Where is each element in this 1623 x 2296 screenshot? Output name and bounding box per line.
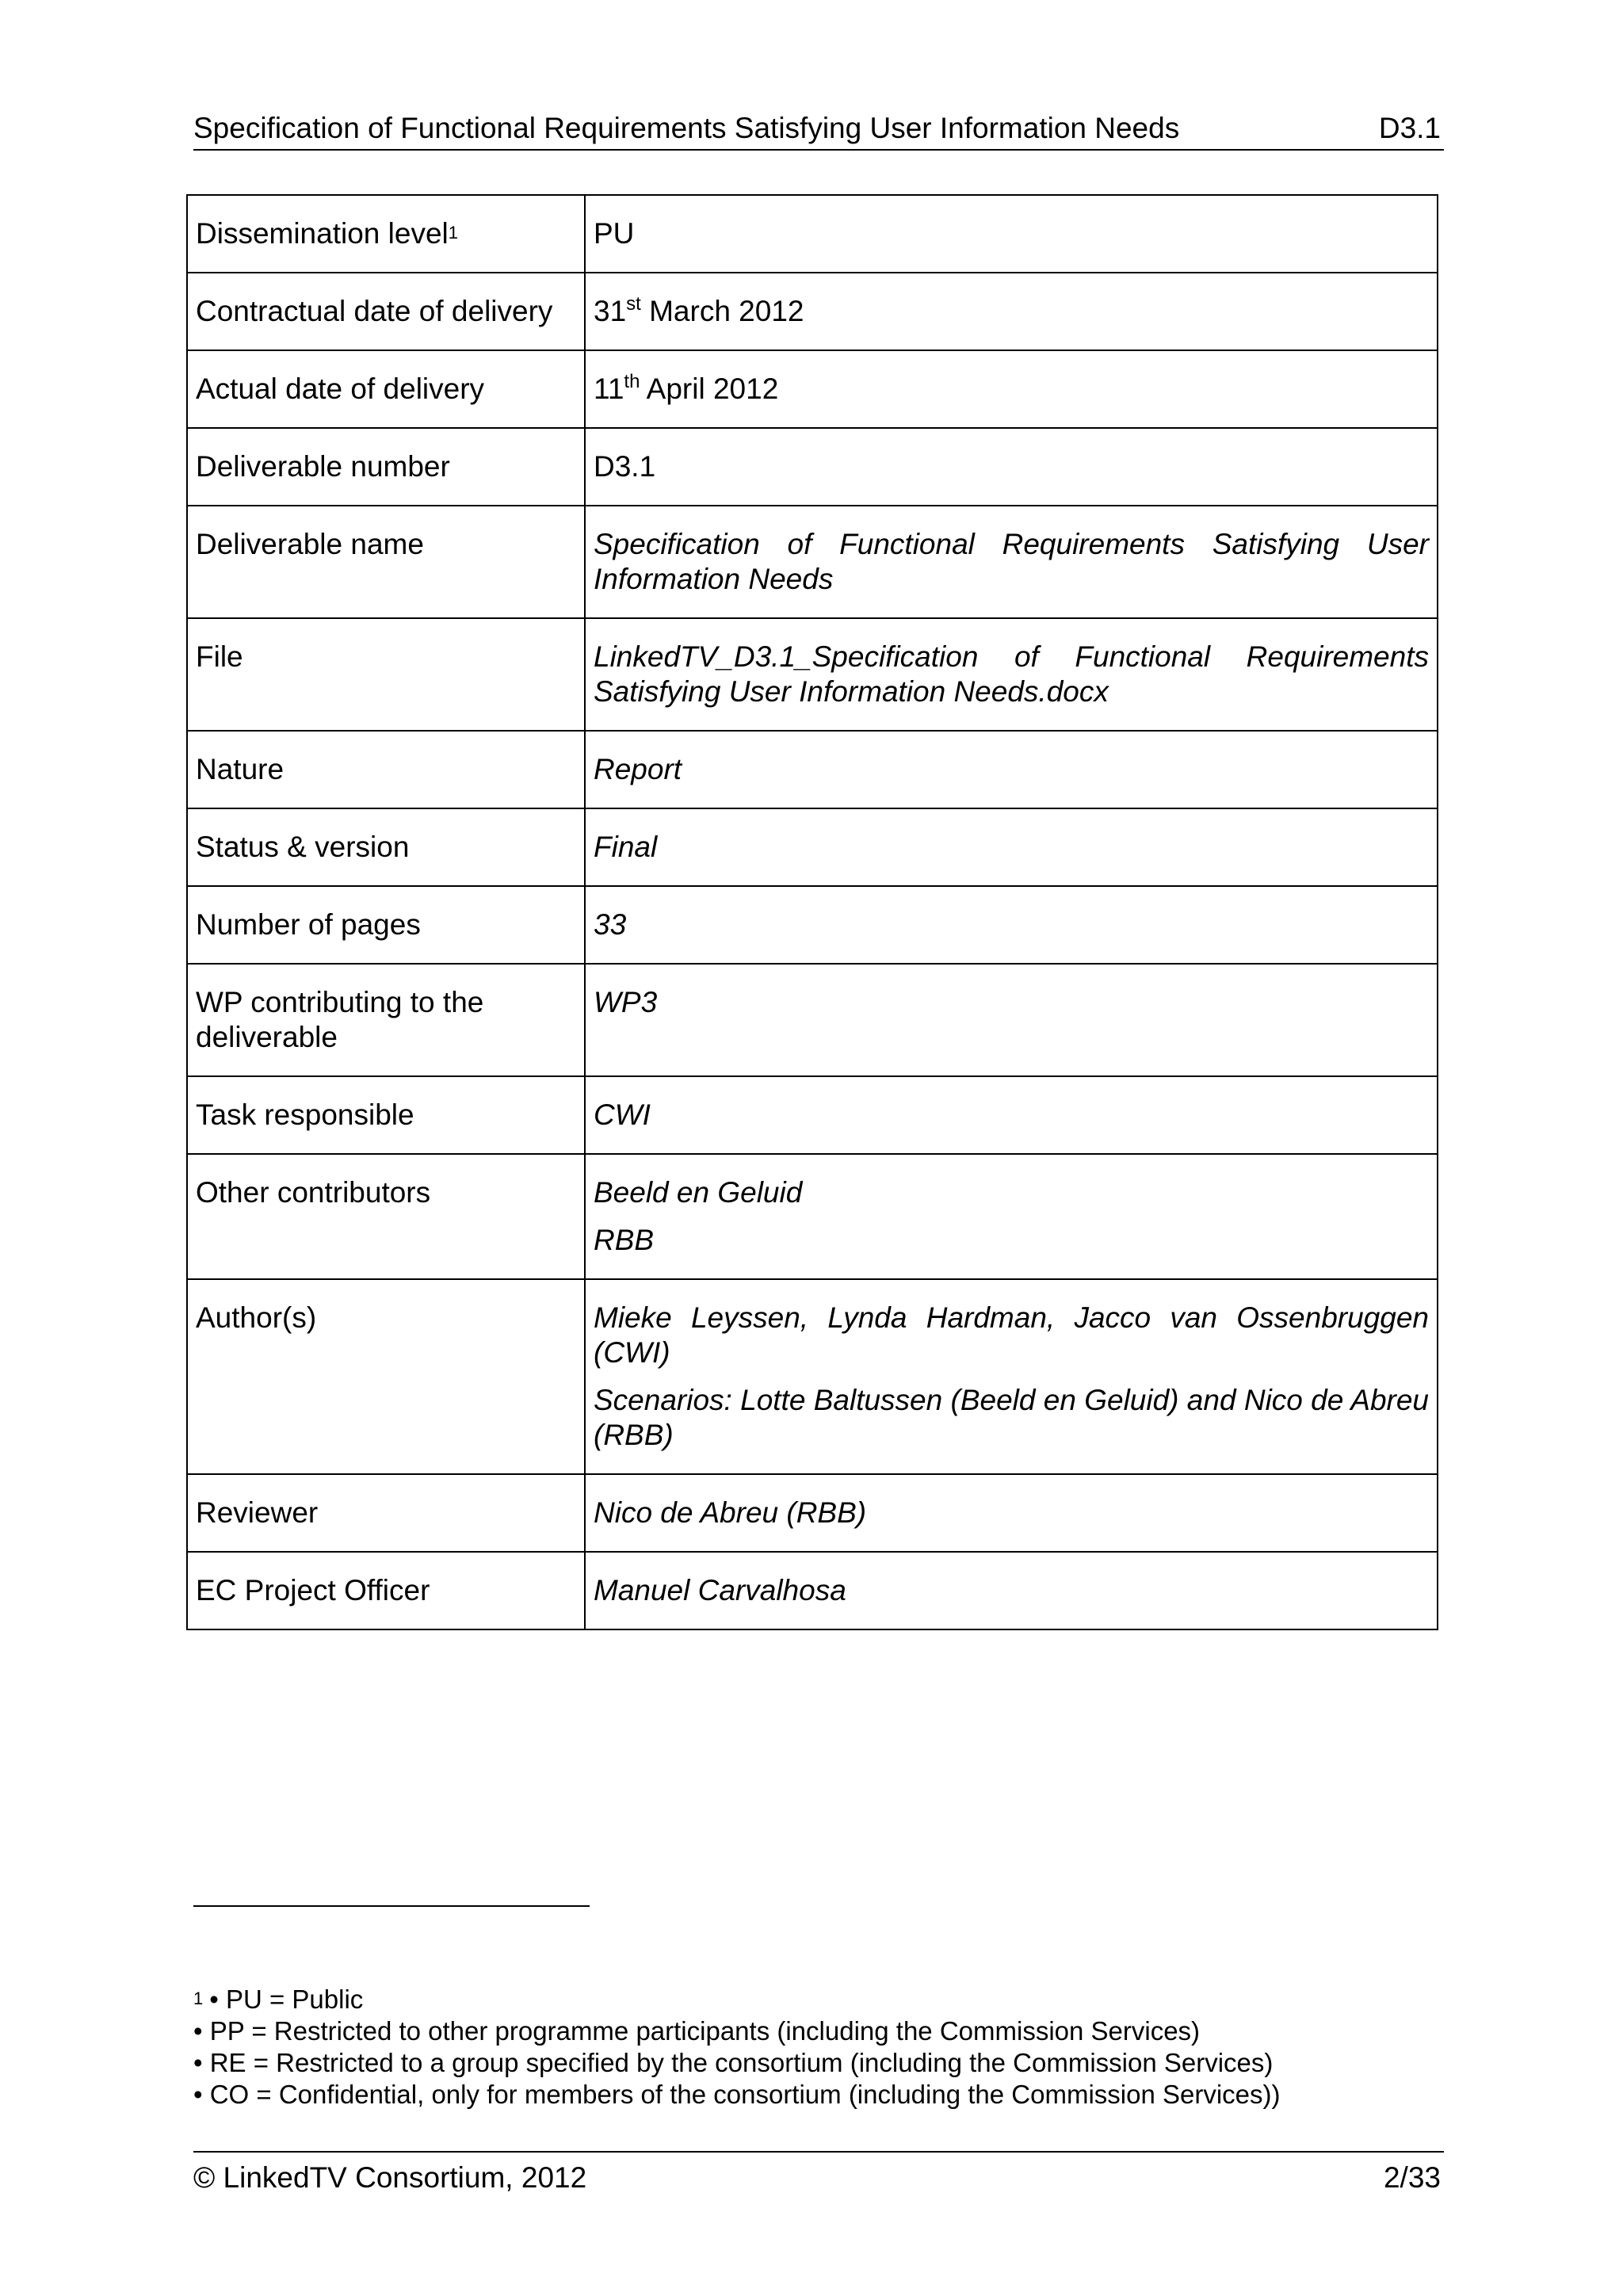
actual-month-year: April 2012 bbox=[640, 372, 779, 405]
task-value: CWI bbox=[585, 1076, 1438, 1154]
authors-main: Mieke Leyssen, Lynda Hardman, Jacco van Ossenbruggen (CWI) bbox=[594, 1301, 1429, 1369]
status-label: Status & version bbox=[187, 808, 585, 886]
deliverable-name-label: Deliverable name bbox=[187, 506, 585, 618]
reviewer-value: Nico de Abreu (RBB) bbox=[585, 1474, 1438, 1552]
actual-day: 11 bbox=[594, 372, 624, 405]
table-row bbox=[187, 1474, 1438, 1552]
table-row bbox=[187, 886, 1438, 964]
wp-value: WP3 bbox=[585, 964, 1438, 1076]
table-row bbox=[187, 273, 1438, 350]
contributor-item: RBB bbox=[594, 1224, 655, 1256]
footnote-line: • PP = Restricted to other programme participants (including the Commission Services) bbox=[193, 2016, 1201, 2046]
table-row bbox=[187, 808, 1438, 886]
footnote-separator bbox=[193, 1905, 590, 1907]
deliverable-info-table bbox=[186, 194, 1438, 1630]
table-row bbox=[187, 350, 1438, 428]
authors-scenarios: Scenarios: Lotte Baltussen (Beeld en Geluid) and Nico de Abreu (RBB) bbox=[594, 1384, 1429, 1451]
table-row bbox=[187, 1076, 1438, 1154]
table-row bbox=[187, 1154, 1438, 1279]
page-header bbox=[193, 111, 1444, 151]
contributors-value bbox=[585, 1154, 1438, 1279]
table-row bbox=[187, 195, 1438, 273]
table-row bbox=[187, 1552, 1438, 1629]
reviewer-label: Reviewer bbox=[187, 1474, 585, 1552]
footnote-number: 1 bbox=[193, 1988, 204, 2008]
table-row bbox=[187, 618, 1438, 731]
footnote-line: • CO = Confidential, only for members of the consortium (including the Commission Services)) bbox=[193, 2080, 1281, 2109]
contractual-date-label: Contractual date of delivery bbox=[187, 273, 585, 350]
file-label: File bbox=[187, 618, 585, 731]
table-row bbox=[187, 428, 1438, 506]
table-row bbox=[187, 731, 1438, 808]
contractual-month-year: March 2012 bbox=[640, 295, 804, 327]
footer-copyright: © LinkedTV Consortium, 2012 bbox=[193, 2161, 587, 2194]
officer-value: Manuel Carvalhosa bbox=[585, 1552, 1438, 1629]
header-deliverable-code: D3.1 bbox=[1378, 112, 1441, 144]
officer-label: EC Project Officer bbox=[187, 1552, 585, 1629]
footnote-reference[interactable]: 1 bbox=[448, 223, 458, 243]
authors-value bbox=[585, 1279, 1438, 1474]
footnote-line: • RE = Restricted to a group specified by the consortium (including the Commission Services) bbox=[193, 2048, 1274, 2077]
actual-date-value bbox=[585, 350, 1438, 428]
wp-label: WP contributing to the deliverable bbox=[187, 964, 585, 1076]
contractual-date-value bbox=[585, 273, 1438, 350]
contributors-label: Other contributors bbox=[187, 1154, 585, 1279]
contractual-day: 31 bbox=[594, 295, 627, 327]
file-value: LinkedTV_D3.1_Specification of Functional Requirements Satisfying User Information Needs.docx bbox=[585, 618, 1438, 731]
table-row bbox=[187, 506, 1438, 618]
footnote-line bbox=[193, 1983, 1461, 2015]
table-row bbox=[187, 964, 1438, 1076]
footer-page-number: 2/33 bbox=[1383, 2161, 1441, 2194]
dissemination-value: PU bbox=[585, 195, 1438, 273]
footnote-text: • PU = Public bbox=[209, 1985, 364, 2014]
deliverable-number-value: D3.1 bbox=[585, 428, 1438, 506]
dissemination-label: Dissemination level bbox=[196, 217, 449, 250]
deliverable-number-label: Deliverable number bbox=[187, 428, 585, 506]
contractual-ordinal: st bbox=[626, 293, 641, 315]
task-label: Task responsible bbox=[187, 1076, 585, 1154]
pages-value: 33 bbox=[585, 886, 1438, 964]
table-row bbox=[187, 1279, 1438, 1474]
actual-ordinal: th bbox=[624, 371, 640, 392]
status-value: Final bbox=[585, 808, 1438, 886]
contributor-item: Beeld en Geluid bbox=[594, 1176, 803, 1209]
nature-value: Report bbox=[585, 731, 1438, 808]
nature-label: Nature bbox=[187, 731, 585, 808]
header-title: Specification of Functional Requirements Satisfying User Information Needs bbox=[193, 112, 1180, 144]
authors-label: Author(s) bbox=[187, 1279, 585, 1474]
actual-date-label: Actual date of delivery bbox=[187, 350, 585, 428]
page-footer bbox=[193, 2151, 1444, 2195]
pages-label: Number of pages bbox=[187, 886, 585, 964]
deliverable-name-value: Specification of Functional Requirements Satisfying User Information Needs bbox=[585, 506, 1438, 618]
dissemination-label-cell bbox=[187, 195, 585, 273]
footnote bbox=[193, 1983, 1461, 2111]
